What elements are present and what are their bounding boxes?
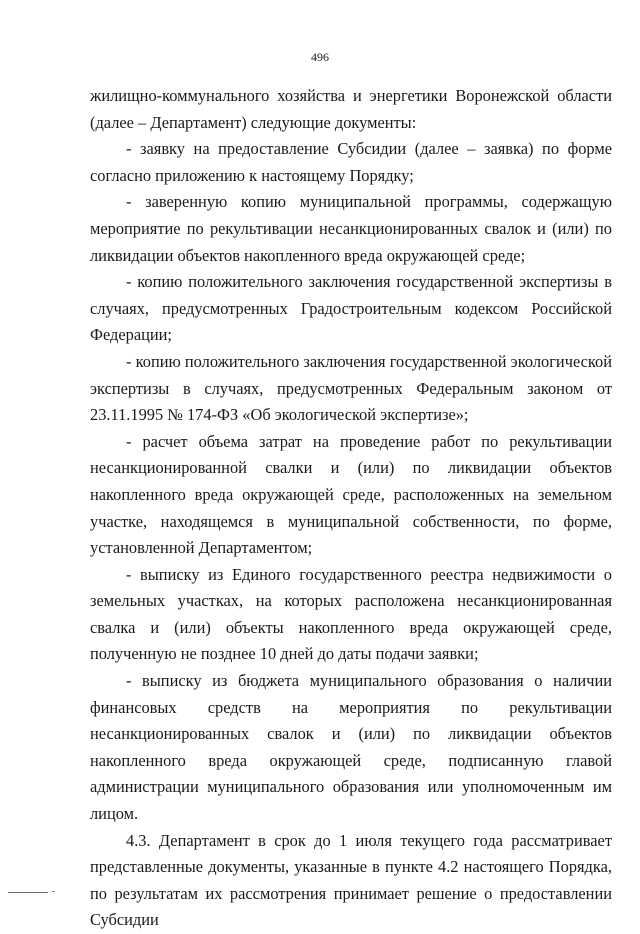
footer-dot: [52, 891, 55, 892]
list-item-budget-extract: - выписку из бюджета муниципального образования о наличии финансовых средств на мероприятия по рекультивации несанкционированных свалок и (или) по ликвидации объектов накопленного вреда окружающей среде, подписанную главой администрации муниципального образования или уполномоченным им лицом.: [90, 671, 612, 824]
list-item-application: - заявку на предоставление Субсидии (далее – заявка) по форме согласно приложению к настоящему Порядку;: [90, 139, 612, 185]
list-item-cost-calculation: - расчет объема затрат на проведение работ по рекультивации несанкционированной свалки и (или) по ликвидации объектов накопленного вреда окружающей среде, расположенных на земельном участке, находящемся в муниципальной собственности, по форме, установленной Департаментом;: [90, 431, 612, 558]
footer-rule: [8, 892, 48, 893]
document-body: [90, 83, 612, 934]
list-item-state-expertise: - копию положительного заключения государственной экспертизы в случаях, предусмотренных Градостроительным кодексом Российской Федерации;: [90, 272, 612, 345]
list-item-program-copy: - заверенную копию муниципальной программы, содержащую мероприятие по рекультивации несанкционированных свалок и (или) по ликвидации объектов накопленного вреда окружающей среде;: [90, 192, 612, 265]
page-number: 496: [311, 50, 329, 64]
paragraph-intro: жилищно-коммунального хозяйства и энергетики Воронежской области (далее – Департамент) следующие документы:: [90, 86, 612, 132]
paragraph-4-3: 4.3. Департамент в срок до 1 июля текущего года рассматривает представленные документы, указанные в пункте 4.2 настоящего Порядка, по результатам их рассмотрения принимает решение о предоставлении Субсидии: [90, 830, 612, 930]
list-item-ecological-expertise: - копию положительного заключения государственной экологической экспертизы в случаях, предусмотренных Федеральным законом от 23.11.1995 № 174-ФЗ «Об экологической экспертизе»;: [90, 351, 612, 425]
list-item-registry-extract: - выписку из Единого государственного реестра недвижимости о земельных участках, на которых расположена несанкционированная свалка и (или) объекты накопленного вреда окружающей среде, полученную не позднее 10 дней до даты подачи заявки;: [90, 564, 612, 664]
